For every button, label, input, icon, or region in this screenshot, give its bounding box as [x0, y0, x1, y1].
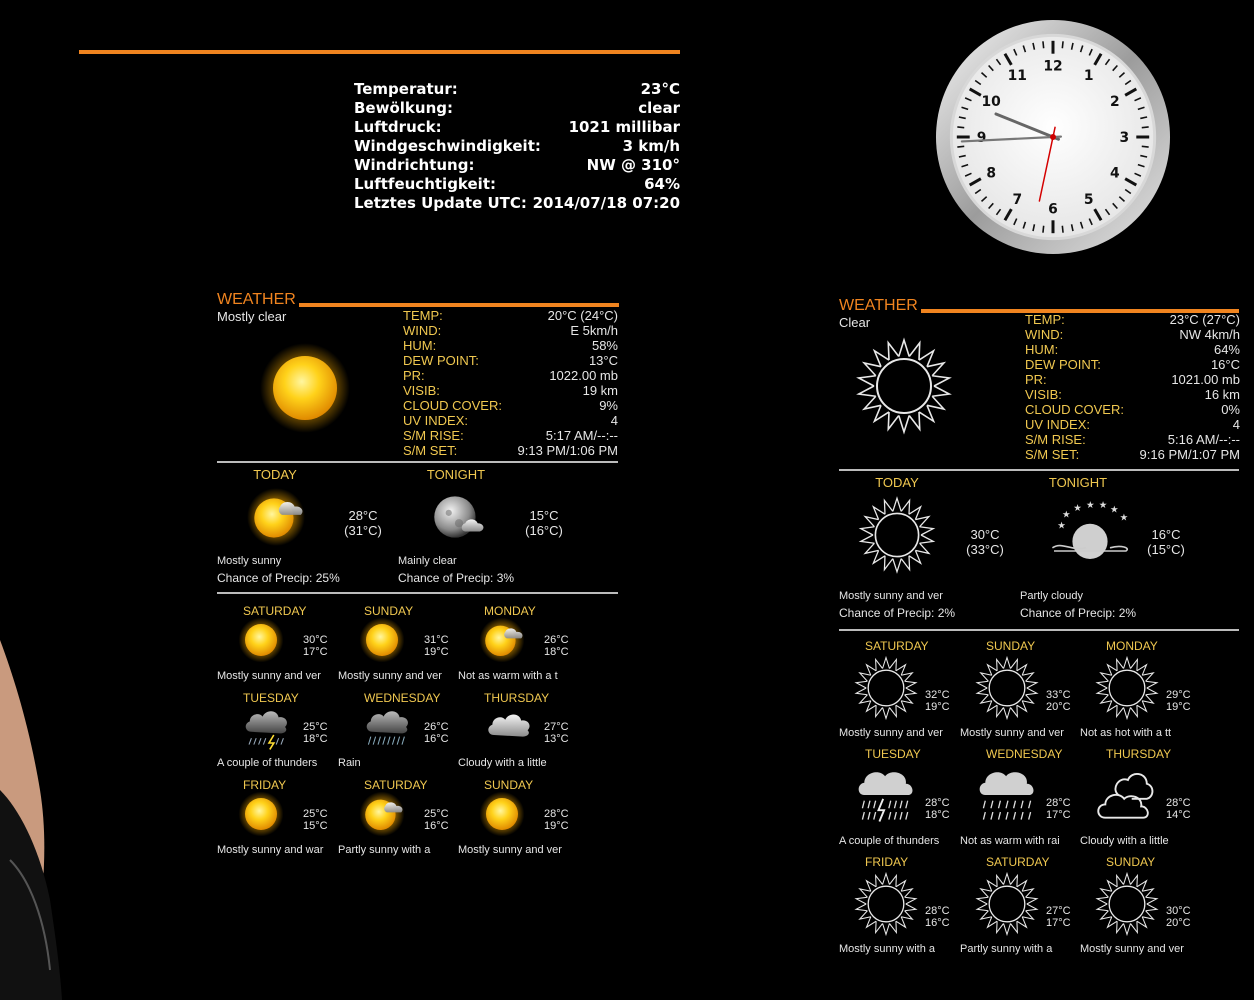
weather-title: WEATHER	[839, 297, 918, 314]
forecast-temps	[925, 905, 950, 929]
stat-row	[1025, 402, 1240, 417]
forecast-high: 27°C	[544, 721, 569, 733]
clock-tick	[1142, 127, 1149, 128]
partly-sunny-icon	[478, 616, 526, 667]
clock-tick	[1043, 41, 1044, 48]
stat-value: 4	[610, 413, 618, 428]
stat-label: UV INDEX:	[403, 413, 469, 428]
forecast-temps	[1166, 905, 1191, 929]
weather-stats	[403, 308, 618, 458]
forecast-high: 28°C	[1046, 797, 1071, 809]
forecast-desc: Not as warm with rai	[960, 835, 1060, 847]
forecast-temps	[1166, 689, 1191, 713]
stat-label: HUM:	[1025, 342, 1059, 357]
clock-tick	[1062, 41, 1063, 48]
stat-value: 16 km	[1204, 387, 1240, 402]
weather-stats	[1025, 312, 1240, 462]
forecast-day: THURSDAY	[1106, 747, 1172, 761]
sun-outline-icon	[1094, 655, 1160, 724]
stat-row	[1025, 417, 1240, 432]
period-feels-like: (16°C)	[525, 523, 563, 538]
divider	[217, 592, 618, 594]
stat-label: CLOUD COVER:	[1025, 402, 1124, 417]
forecast-day: SUNDAY	[1106, 855, 1156, 869]
sun-outline-icon	[853, 655, 919, 724]
weather-title: WEATHER	[217, 291, 296, 308]
forecast-desc: Rain	[338, 757, 361, 769]
clock-number: 7	[1012, 191, 1023, 208]
period-temp: 30°C	[970, 527, 1000, 542]
clock-number: 1	[1083, 68, 1094, 85]
stat-label: PR:	[403, 368, 425, 383]
period-tonight-precip: Chance of Precip: 2%	[1020, 606, 1137, 620]
period-feels-like: (15°C)	[1147, 542, 1185, 557]
stat-row	[403, 368, 618, 383]
stat-value: 1021.00 mb	[1171, 372, 1240, 387]
info-row	[354, 156, 680, 175]
stat-row	[1025, 387, 1240, 402]
stat-value: 23°C (27°C)	[1169, 312, 1240, 327]
clock-number: 12	[1043, 58, 1063, 75]
forecast-day: SUNDAY	[484, 778, 534, 792]
forecast-desc: Mostly sunny and ver	[217, 670, 321, 682]
stat-row	[403, 353, 618, 368]
forecast-desc: Cloudy with a little	[458, 757, 547, 769]
forecast-temps	[303, 634, 328, 658]
forecast-high: 31°C	[424, 634, 449, 646]
divider	[217, 461, 618, 463]
forecast-low: 18°C	[544, 646, 569, 658]
forecast-low: 19°C	[544, 820, 569, 832]
svg-text:★: ★	[1073, 503, 1082, 514]
forecast-day: FRIDAY	[243, 778, 287, 792]
forecast-desc: Mostly sunny with a	[839, 943, 935, 955]
info-value: 1021 millibar	[568, 118, 680, 136]
clock-number: 9	[976, 129, 987, 146]
stat-label: TEMP:	[1025, 312, 1065, 327]
thunderstorm-icon	[237, 703, 297, 754]
info-row	[354, 137, 680, 156]
svg-text:★: ★	[1062, 509, 1071, 521]
clock-tick	[957, 146, 964, 147]
forecast-day: SUNDAY	[364, 604, 414, 618]
clock-number: 10	[981, 94, 1001, 111]
period-today-temps	[335, 508, 391, 538]
forecast-temps	[303, 721, 328, 745]
forecast-high: 27°C	[1046, 905, 1071, 917]
forecast-temps	[424, 721, 449, 745]
period-tonight-desc: Mainly clear	[398, 555, 457, 567]
info-label: Luftdruck:	[354, 118, 442, 136]
forecast-temps	[424, 808, 449, 832]
stat-row	[403, 308, 618, 323]
weather-panel-left	[217, 288, 619, 856]
stat-value: 9:13 PM/1:06 PM	[517, 443, 618, 458]
stat-value: 20°C (24°C)	[547, 308, 618, 323]
forecast-temps	[544, 808, 569, 832]
stat-label: S/M SET:	[1025, 447, 1080, 462]
clock-number: 11	[1007, 68, 1027, 85]
stat-value: 19 km	[582, 383, 618, 398]
clock-number: 8	[986, 165, 996, 182]
forecast-high: 30°C	[303, 634, 328, 646]
period-tonight-label: TONIGHT	[426, 467, 486, 482]
forecast-low: 17°C	[1046, 917, 1071, 929]
info-value: clear	[638, 99, 680, 117]
period-today-temps	[957, 527, 1013, 557]
forecast-low: 19°C	[925, 701, 950, 713]
info-label: Letztes Update UTC:	[354, 194, 527, 212]
stat-label: PR:	[1025, 372, 1047, 387]
clock-number: 5	[1083, 191, 1094, 208]
svg-text:★: ★	[1098, 499, 1108, 511]
stat-label: HUM:	[403, 338, 437, 353]
forecast-desc: Not as hot with a tt	[1080, 727, 1172, 739]
stat-row	[403, 323, 618, 338]
forecast-high: 28°C	[925, 797, 950, 809]
svg-text:★: ★	[1110, 504, 1119, 516]
sun-icon	[237, 616, 285, 667]
forecast-low: 16°C	[925, 917, 950, 929]
forecast-desc: Partly sunny with a	[338, 844, 431, 856]
forecast-temps	[1046, 689, 1071, 713]
forecast-temps	[424, 634, 449, 658]
info-row	[354, 194, 680, 213]
sun-icon	[257, 340, 353, 439]
stat-label: WIND:	[403, 323, 442, 338]
partly-sunny-icon	[358, 790, 406, 841]
stat-value: 5:17 AM/--:--	[545, 428, 618, 443]
period-temp: 15°C	[529, 508, 559, 523]
stat-row	[403, 413, 618, 428]
info-value: 23°C	[640, 80, 680, 98]
sun-outline-icon	[974, 655, 1040, 724]
stat-row	[403, 338, 618, 353]
info-row	[354, 175, 680, 194]
stat-value: 0%	[1221, 402, 1240, 417]
sun-outline-icon	[857, 495, 937, 578]
stat-value: 9:16 PM/1:07 PM	[1139, 447, 1240, 462]
stat-label: DEW POINT:	[403, 353, 479, 368]
forecast-high: 26°C	[424, 721, 449, 733]
stat-label: VISIB:	[403, 383, 440, 398]
moon-stars-icon	[1038, 495, 1142, 578]
forecast-day: THURSDAY	[484, 691, 550, 705]
forecast-low: 20°C	[1046, 701, 1071, 713]
sun-icon	[478, 790, 526, 841]
period-tonight-precip: Chance of Precip: 3%	[398, 571, 515, 585]
period-feels-like: (33°C)	[966, 542, 1004, 557]
cloud-icon	[478, 703, 538, 754]
forecast-desc: Mostly sunny and ver	[839, 727, 943, 739]
period-today-label: TODAY	[253, 467, 297, 482]
info-label: Temperatur:	[354, 80, 458, 98]
forecast-temps	[544, 721, 569, 745]
cloud-outline-icon	[1094, 763, 1160, 832]
stat-value: E 5km/h	[570, 323, 618, 338]
forecast-low: 16°C	[424, 820, 449, 832]
period-today-label: TODAY	[875, 475, 919, 490]
stat-value: 1022.00 mb	[549, 368, 618, 383]
clock-tick	[1062, 226, 1063, 233]
partly-sunny-icon	[245, 486, 307, 551]
forecast-desc: Mostly sunny and ver	[960, 727, 1064, 739]
weather-header	[217, 288, 619, 308]
period-today-desc: Mostly sunny and ver	[839, 590, 943, 602]
top-accent-rule	[79, 50, 680, 54]
sun-outline-icon	[974, 871, 1040, 940]
period-tonight-temps	[1138, 527, 1194, 557]
stat-value: 4	[1232, 417, 1240, 432]
period-tonight-label: TONIGHT	[1048, 475, 1108, 490]
weather-header	[839, 294, 1239, 314]
forecast-day: MONDAY	[1106, 639, 1158, 653]
stat-label: UV INDEX:	[1025, 417, 1091, 432]
stat-row	[1025, 357, 1240, 372]
info-value: 3 km/h	[622, 137, 680, 155]
forecast-day: MONDAY	[484, 604, 536, 618]
stat-row	[1025, 447, 1240, 462]
forecast-temps	[303, 808, 328, 832]
rain-outline-icon	[974, 763, 1040, 832]
stat-row	[403, 398, 618, 413]
forecast-day: TUESDAY	[243, 691, 299, 705]
info-label: Luftfeuchtigkeit:	[354, 175, 496, 193]
forecast-high: 29°C	[1166, 689, 1191, 701]
forecast-low: 15°C	[303, 820, 328, 832]
forecast-desc: Mostly sunny and ver	[1080, 943, 1184, 955]
forecast-high: 28°C	[925, 905, 950, 917]
sun-icon	[358, 616, 406, 667]
forecast-low: 17°C	[303, 646, 328, 658]
forecast-desc: Not as warm with a t	[458, 670, 558, 682]
stat-value: 13°C	[588, 353, 618, 368]
forecast-temps	[544, 634, 569, 658]
stat-value: 16°C	[1210, 357, 1240, 372]
clock-center-pin	[1050, 134, 1056, 140]
info-label: Windrichtung:	[354, 156, 475, 174]
forecast-day: SATURDAY	[865, 639, 929, 653]
clock-number: 4	[1110, 165, 1120, 182]
stat-row	[1025, 372, 1240, 387]
info-label: Bewölkung:	[354, 99, 453, 117]
stat-label: S/M SET:	[403, 443, 458, 458]
forecast-day: SATURDAY	[986, 855, 1050, 869]
forecast-high: 30°C	[1166, 905, 1191, 917]
stat-label: VISIB:	[1025, 387, 1062, 402]
period-temp: 16°C	[1151, 527, 1181, 542]
stat-value: NW 4km/h	[1179, 327, 1240, 342]
forecast-high: 28°C	[1166, 797, 1191, 809]
divider	[839, 629, 1239, 631]
period-temp: 28°C	[348, 508, 378, 523]
forecast-day: FRIDAY	[865, 855, 909, 869]
clock-tick	[1043, 226, 1044, 233]
stat-row	[403, 428, 618, 443]
analog-clock	[934, 18, 1172, 256]
current-condition: Clear	[839, 315, 871, 330]
stat-value: 64%	[1213, 342, 1240, 357]
forecast-low: 19°C	[1166, 701, 1191, 713]
forecast-high: 25°C	[303, 721, 328, 733]
current-conditions-table	[354, 80, 680, 213]
forecast-high: 25°C	[424, 808, 449, 820]
stat-label: WIND:	[1025, 327, 1064, 342]
forecast-day: SATURDAY	[364, 778, 428, 792]
info-value: 2014/07/18 07:20	[532, 194, 680, 212]
stat-label: S/M RISE:	[403, 428, 464, 443]
stat-value: 5:16 AM/--:--	[1167, 432, 1240, 447]
forecast-low: 14°C	[1166, 809, 1191, 821]
stat-row	[403, 443, 618, 458]
current-condition: Mostly clear	[217, 309, 287, 324]
clock-number: 3	[1119, 129, 1130, 146]
stat-label: DEW POINT:	[1025, 357, 1101, 372]
info-value: 64%	[644, 175, 680, 193]
forecast-desc: A couple of thunders	[839, 835, 940, 847]
stat-row	[1025, 342, 1240, 357]
forecast-desc: Mostly sunny and ver	[338, 670, 442, 682]
stat-value: 58%	[591, 338, 618, 353]
stat-value: 9%	[599, 398, 618, 413]
clock-number: 6	[1048, 201, 1058, 218]
forecast-desc: Mostly sunny and war	[217, 844, 324, 856]
forecast-day: WEDNESDAY	[986, 747, 1063, 761]
info-label: Windgeschwindigkeit:	[354, 137, 541, 155]
forecast-low: 20°C	[1166, 917, 1191, 929]
storm-outline-icon	[853, 763, 919, 832]
forecast-low: 18°C	[925, 809, 950, 821]
forecast-temps	[1046, 797, 1071, 821]
period-tonight-desc: Partly cloudy	[1020, 590, 1083, 602]
stat-row	[403, 383, 618, 398]
forecast-high: 28°C	[544, 808, 569, 820]
forecast-temps	[1166, 797, 1191, 821]
info-value: NW @ 310°	[586, 156, 680, 174]
background-photo-edge	[0, 640, 62, 1000]
forecast-temps	[925, 797, 950, 821]
forecast-day: TUESDAY	[865, 747, 921, 761]
svg-text:★: ★	[1119, 512, 1129, 524]
stat-row	[1025, 327, 1240, 342]
svg-text:★: ★	[1086, 499, 1095, 511]
sun-outline-icon	[853, 871, 919, 940]
forecast-high: 32°C	[925, 689, 950, 701]
sun-outline-icon	[854, 336, 954, 439]
forecast-day: WEDNESDAY	[364, 691, 441, 705]
forecast-desc: Mostly sunny and ver	[458, 844, 562, 856]
forecast-low: 16°C	[424, 733, 449, 745]
forecast-low: 13°C	[544, 733, 569, 745]
stat-row	[1025, 432, 1240, 447]
period-feels-like: (31°C)	[344, 523, 382, 538]
forecast-low: 17°C	[1046, 809, 1071, 821]
clock-tick	[1142, 146, 1149, 147]
forecast-desc: Cloudy with a little	[1080, 835, 1169, 847]
info-row	[354, 80, 680, 99]
sun-outline-icon	[1094, 871, 1160, 940]
stat-label: S/M RISE:	[1025, 432, 1086, 447]
forecast-temps	[925, 689, 950, 713]
weather-panel-right	[839, 294, 1240, 955]
info-row	[354, 99, 680, 118]
sun-icon	[237, 790, 285, 841]
rain-icon	[358, 703, 418, 754]
forecast-desc: Partly sunny with a	[960, 943, 1053, 955]
period-today-precip: Chance of Precip: 25%	[217, 571, 340, 585]
forecast-desc: A couple of thunders	[217, 757, 318, 769]
forecast-high: 26°C	[544, 634, 569, 646]
forecast-high: 25°C	[303, 808, 328, 820]
divider	[839, 469, 1239, 471]
svg-text:★: ★	[1057, 520, 1066, 532]
stat-row	[1025, 312, 1240, 327]
info-row	[354, 118, 680, 137]
clock-tick	[957, 127, 964, 128]
period-tonight-temps	[516, 508, 572, 538]
period-today-desc: Mostly sunny	[217, 555, 282, 567]
forecast-temps	[1046, 905, 1071, 929]
forecast-day: SUNDAY	[986, 639, 1036, 653]
period-today-precip: Chance of Precip: 2%	[839, 606, 956, 620]
forecast-low: 18°C	[303, 733, 328, 745]
forecast-day: SATURDAY	[243, 604, 307, 618]
weather-title-rule	[299, 303, 619, 307]
forecast-high: 33°C	[1046, 689, 1071, 701]
stat-label: CLOUD COVER:	[403, 398, 502, 413]
moon-icon	[426, 486, 488, 551]
clock-number: 2	[1110, 94, 1120, 111]
stat-label: TEMP:	[403, 308, 443, 323]
forecast-low: 19°C	[424, 646, 449, 658]
